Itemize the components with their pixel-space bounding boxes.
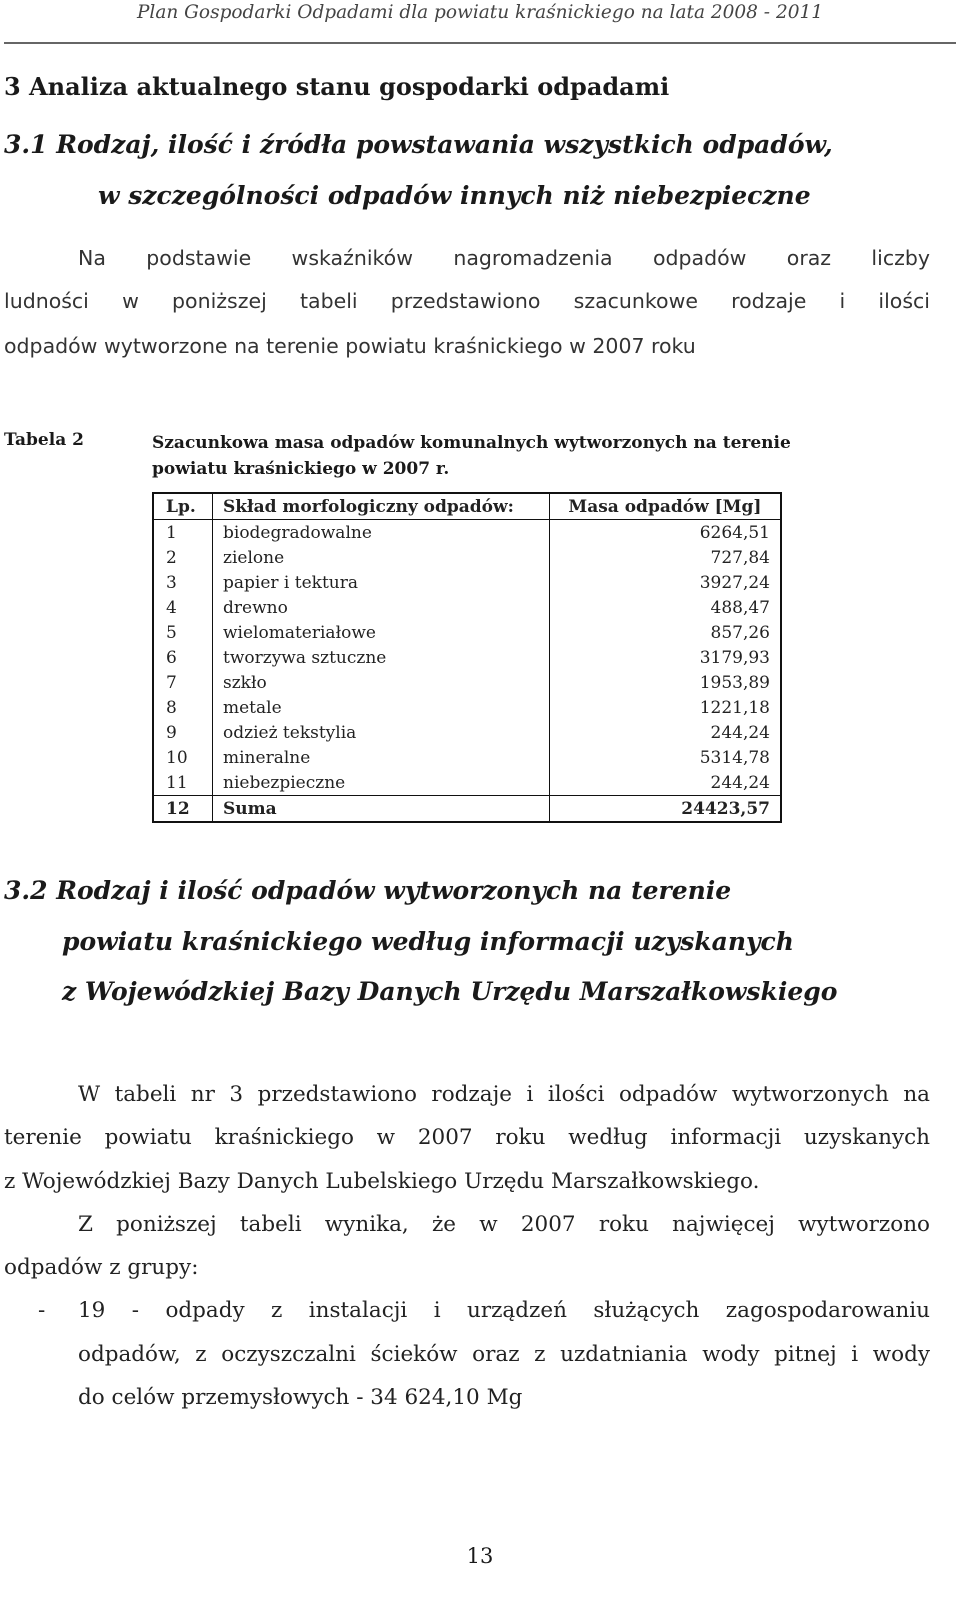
cell-lp: 3 <box>153 570 213 595</box>
cell-composition: biodegradowalne <box>213 520 550 546</box>
column-header-lp: Lp. <box>153 493 213 520</box>
cell-composition: wielomateriałowe <box>213 620 550 645</box>
table-row <box>153 520 781 546</box>
page-number: 13 <box>466 1544 494 1568</box>
cell-mass: 244,24 <box>549 720 781 745</box>
cell-lp: 12 <box>153 796 213 823</box>
bullet-line: odpadów, z oczyszczalni ścieków oraz z uzdatniania wody pitnej i wody <box>78 1342 930 1367</box>
table-sum-row <box>153 796 781 823</box>
table-row <box>153 645 781 670</box>
table-row <box>153 695 781 720</box>
cell-composition: szkło <box>213 670 550 695</box>
table-header-row <box>153 493 781 520</box>
paragraph-line: odpadów z grupy: <box>4 1255 199 1280</box>
table-row <box>153 770 781 796</box>
paragraph-line: W tabeli nr 3 przedstawiono rodzaje i ilości odpadów wytworzonych na <box>78 1082 930 1107</box>
cell-mass: 727,84 <box>549 545 781 570</box>
paragraph-line: terenie powiatu kraśnickiego w 2007 roku według informacji uzyskanych <box>4 1125 930 1150</box>
cell-composition: drewno <box>213 595 550 620</box>
section-3-2-title-line-1: 3.2 Rodzaj i ilość odpadów wytworzonych na terenie <box>4 876 732 905</box>
running-header: Plan Gospodarki Odpadami dla powiatu kraśnickiego na lata 2008 - 2011 <box>136 2 824 23</box>
cell-mass: 857,26 <box>549 620 781 645</box>
section-3-1-title-line-1: 3.1 Rodzaj, ilość i źródła powstawania wszystkich odpadów, <box>4 130 833 159</box>
header-divider <box>4 42 956 44</box>
cell-lp: 8 <box>153 695 213 720</box>
paragraph-line: Z poniższej tabeli wynika, że w 2007 roku najwięcej wytworzono <box>78 1212 930 1237</box>
cell-composition: tworzywa sztuczne <box>213 645 550 670</box>
cell-mass: 24423,57 <box>549 796 781 823</box>
cell-lp: 1 <box>153 520 213 546</box>
table-row <box>153 720 781 745</box>
cell-lp: 6 <box>153 645 213 670</box>
cell-mass: 5314,78 <box>549 745 781 770</box>
table-caption-line: Szacunkowa masa odpadów komunalnych wytworzonych na terenie <box>152 433 791 453</box>
table-row <box>153 545 781 570</box>
bullet-line: do celów przemysłowych - 34 624,10 Mg <box>78 1385 523 1410</box>
cell-composition: Suma <box>213 796 550 823</box>
cell-mass: 244,24 <box>549 770 781 796</box>
cell-lp: 10 <box>153 745 213 770</box>
section-3-2-title-line-2: powiatu kraśnickiego według informacji uzyskanych <box>62 927 794 956</box>
cell-lp: 11 <box>153 770 213 796</box>
cell-composition: niebezpieczne <box>213 770 550 796</box>
cell-lp: 4 <box>153 595 213 620</box>
cell-composition: mineralne <box>213 745 550 770</box>
bullet-line: 19 - odpady z instalacji i urządzeń służących zagospodarowaniu <box>78 1298 930 1323</box>
section-3-2-title-line-3: z Wojewódzkiej Bazy Danych Urzędu Marszałkowskiego <box>62 977 838 1006</box>
table-label: Tabela 2 <box>4 430 84 450</box>
bullet-dash: - <box>38 1298 46 1323</box>
column-header-composition: Skład morfologiczny odpadów: <box>213 493 550 520</box>
paragraph-line: z Wojewódzkiej Bazy Danych Lubelskiego Urzędu Marszałkowskiego. <box>4 1169 760 1194</box>
cell-composition: odzież tekstylia <box>213 720 550 745</box>
section-3-1-title-line-2: w szczególności odpadów innych niż niebezpieczne <box>98 181 811 210</box>
waste-mass-table <box>152 492 782 823</box>
table-body <box>153 520 781 823</box>
cell-mass: 488,47 <box>549 595 781 620</box>
table-caption <box>152 430 912 482</box>
table-row <box>153 620 781 645</box>
paragraph-line: ludności w poniższej tabeli przedstawiono szacunkowe rodzaje i ilości <box>4 289 930 313</box>
cell-mass: 3927,24 <box>549 570 781 595</box>
chapter-title: 3 Analiza aktualnego stanu gospodarki odpadami <box>4 72 670 101</box>
table-caption-line: powiatu kraśnickiego w 2007 r. <box>152 459 450 479</box>
table-row <box>153 595 781 620</box>
cell-mass: 1953,89 <box>549 670 781 695</box>
column-header-mass: Masa odpadów [Mg] <box>549 493 781 520</box>
cell-mass: 1221,18 <box>549 695 781 720</box>
cell-mass: 6264,51 <box>549 520 781 546</box>
paragraph-line: odpadów wytworzone na terenie powiatu kraśnickiego w 2007 roku <box>4 334 696 358</box>
cell-lp: 2 <box>153 545 213 570</box>
cell-composition: metale <box>213 695 550 720</box>
cell-lp: 5 <box>153 620 213 645</box>
paragraph-line: Na podstawie wskaźników nagromadzenia odpadów oraz liczby <box>78 246 930 270</box>
table-row <box>153 670 781 695</box>
cell-lp: 9 <box>153 720 213 745</box>
cell-mass: 3179,93 <box>549 645 781 670</box>
table-row <box>153 745 781 770</box>
cell-composition: papier i tektura <box>213 570 550 595</box>
cell-composition: zielone <box>213 545 550 570</box>
table-row <box>153 570 781 595</box>
cell-lp: 7 <box>153 670 213 695</box>
